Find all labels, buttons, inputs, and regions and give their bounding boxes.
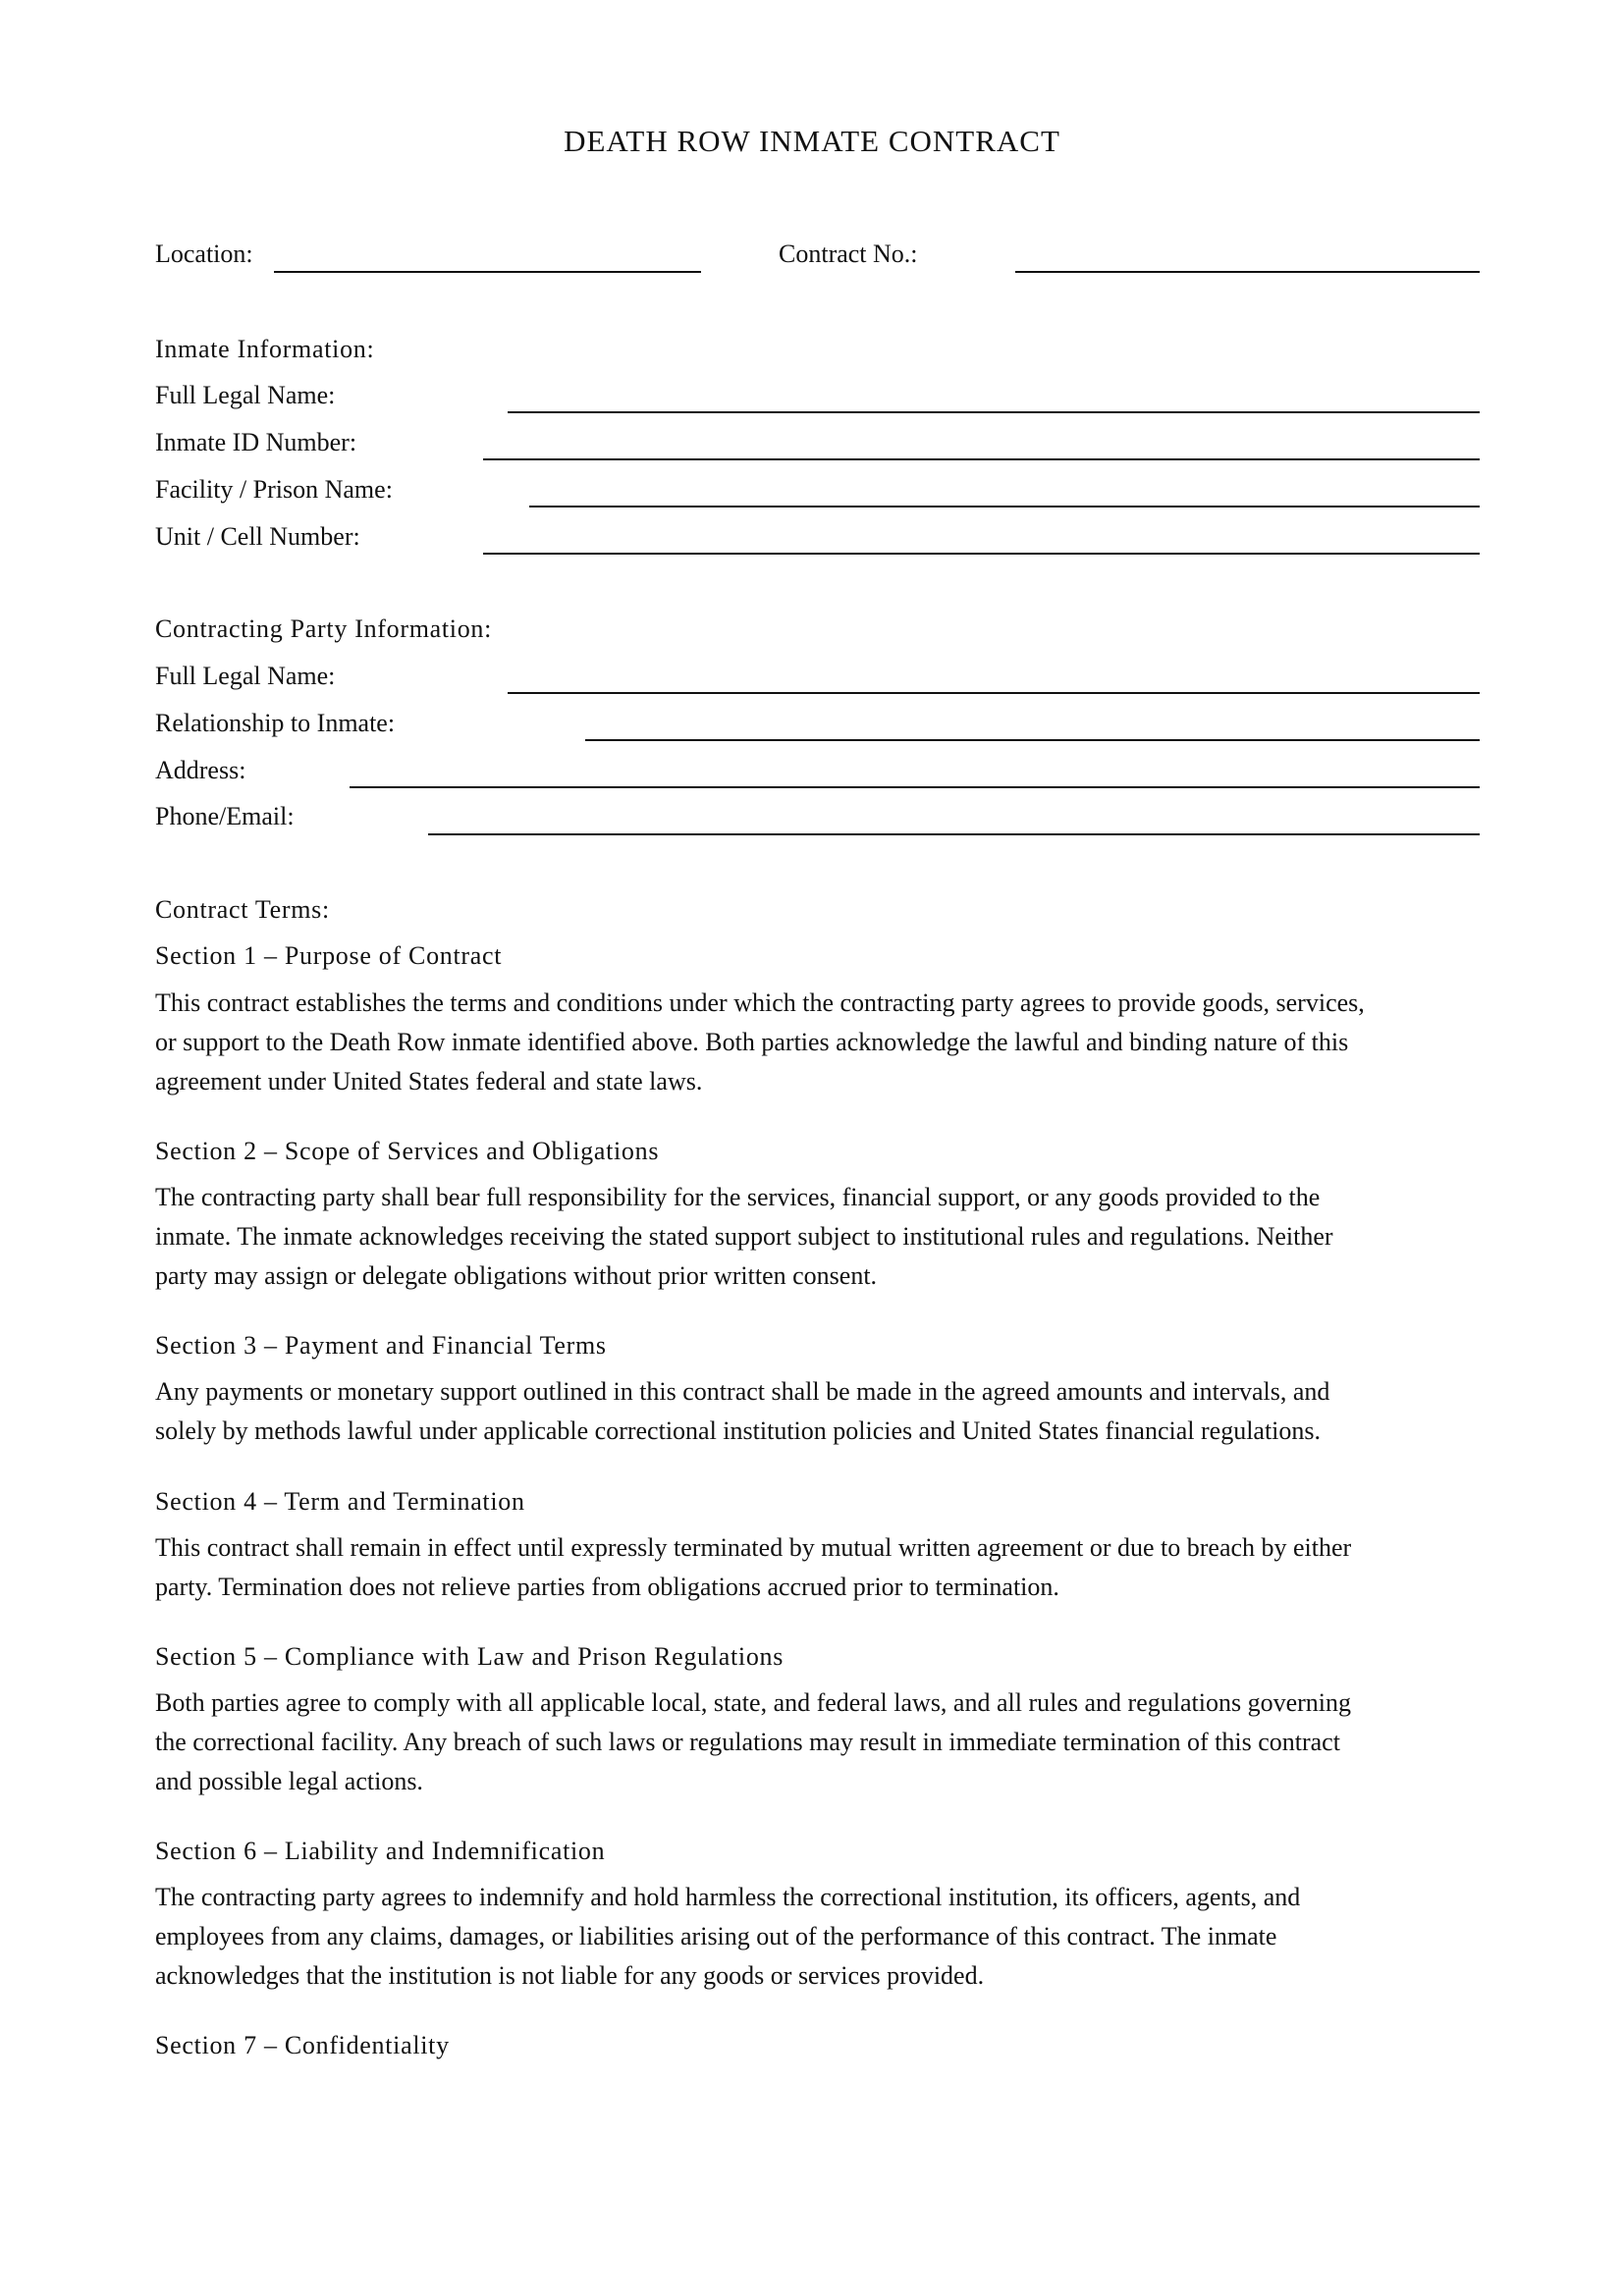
- address-label: Address:: [155, 756, 246, 784]
- section-3-title: Section 3 – Payment and Financial Terms: [155, 1331, 607, 1360]
- address-field-line[interactable]: [350, 786, 1480, 788]
- contract-terms-heading: Contract Terms:: [155, 895, 330, 924]
- section-6-line-1: The contracting party agrees to indemnify and hold harmless the correctional institution, its officers, agents, and: [155, 1883, 1301, 1911]
- inmate-info-heading: Inmate Information:: [155, 335, 375, 363]
- section-3-line-2: solely by methods lawful under applicable correctional institution policies and United States financial regulations.: [155, 1416, 1322, 1445]
- inmate-id-field-line[interactable]: [483, 458, 1480, 460]
- section-6-line-2: employees from any claims, damages, or liabilities arising out of the performance of this contract. The inmate: [155, 1922, 1277, 1950]
- section-2-line-3: party may assign or delegate obligations without prior written consent.: [155, 1261, 878, 1290]
- section-1-line-2: or support to the Death Row inmate identified above. Both parties acknowledge the lawful and binding nature of this: [155, 1028, 1349, 1056]
- section-2-line-1: The contracting party shall bear full responsibility for the services, financial support, or any goods provided to the: [155, 1183, 1321, 1211]
- party-full-name-field-line[interactable]: [508, 692, 1480, 694]
- section-3-line-1: Any payments or monetary support outlined in this contract shall be made in the agreed amounts and intervals, and: [155, 1377, 1330, 1406]
- document-title: DEATH ROW INMATE CONTRACT: [564, 124, 1060, 158]
- section-6-title: Section 6 – Liability and Indemnification: [155, 1837, 606, 1865]
- section-5-line-2: the correctional facility. Any breach of such laws or regulations may result in immediate termination of this contract: [155, 1728, 1340, 1756]
- location-label: Location:: [155, 240, 253, 268]
- section-4-line-2: party. Termination does not relieve parties from obligations accrued prior to termination.: [155, 1573, 1059, 1601]
- section-2-title: Section 2 – Scope of Services and Obligations: [155, 1137, 660, 1165]
- section-2-line-2: inmate. The inmate acknowledges receiving the stated support subject to institutional rules and regulations. Neither: [155, 1222, 1333, 1251]
- section-5-line-3: and possible legal actions.: [155, 1767, 423, 1795]
- unit-cell-label: Unit / Cell Number:: [155, 522, 360, 551]
- inmate-id-label: Inmate ID Number:: [155, 428, 357, 456]
- facility-label: Facility / Prison Name:: [155, 475, 393, 504]
- section-6-line-3: acknowledges that the institution is not liable for any goods or services provided.: [155, 1961, 985, 1990]
- section-4-line-1: This contract shall remain in effect until expressly terminated by mutual written agreement or due to breach by either: [155, 1533, 1352, 1562]
- phone-email-label: Phone/Email:: [155, 802, 295, 830]
- section-1-title: Section 1 – Purpose of Contract: [155, 941, 503, 970]
- relationship-field-line[interactable]: [585, 739, 1480, 741]
- facility-field-line[interactable]: [529, 506, 1480, 507]
- unit-cell-field-line[interactable]: [483, 553, 1480, 555]
- contract-no-label: Contract No.:: [779, 240, 918, 268]
- section-5-line-1: Both parties agree to comply with all applicable local, state, and federal laws, and all rules and regulations governing: [155, 1688, 1351, 1717]
- section-7-title: Section 7 – Confidentiality: [155, 2031, 450, 2059]
- section-4-title: Section 4 – Term and Termination: [155, 1487, 525, 1516]
- section-5-title: Section 5 – Compliance with Law and Prison Regulations: [155, 1642, 785, 1671]
- party-full-name-label: Full Legal Name:: [155, 662, 336, 690]
- location-field-line[interactable]: [274, 271, 701, 273]
- contract-no-field-line[interactable]: [1015, 271, 1480, 273]
- phone-email-field-line[interactable]: [428, 833, 1480, 835]
- section-1-line-3: agreement under United States federal and state laws.: [155, 1067, 703, 1095]
- inmate-full-name-label: Full Legal Name:: [155, 381, 336, 409]
- relationship-label: Relationship to Inmate:: [155, 709, 396, 737]
- inmate-full-name-field-line[interactable]: [508, 411, 1480, 413]
- party-info-heading: Contracting Party Information:: [155, 614, 493, 643]
- section-1-line-1: This contract establishes the terms and conditions under which the contracting party agrees to provide goods, services,: [155, 988, 1365, 1017]
